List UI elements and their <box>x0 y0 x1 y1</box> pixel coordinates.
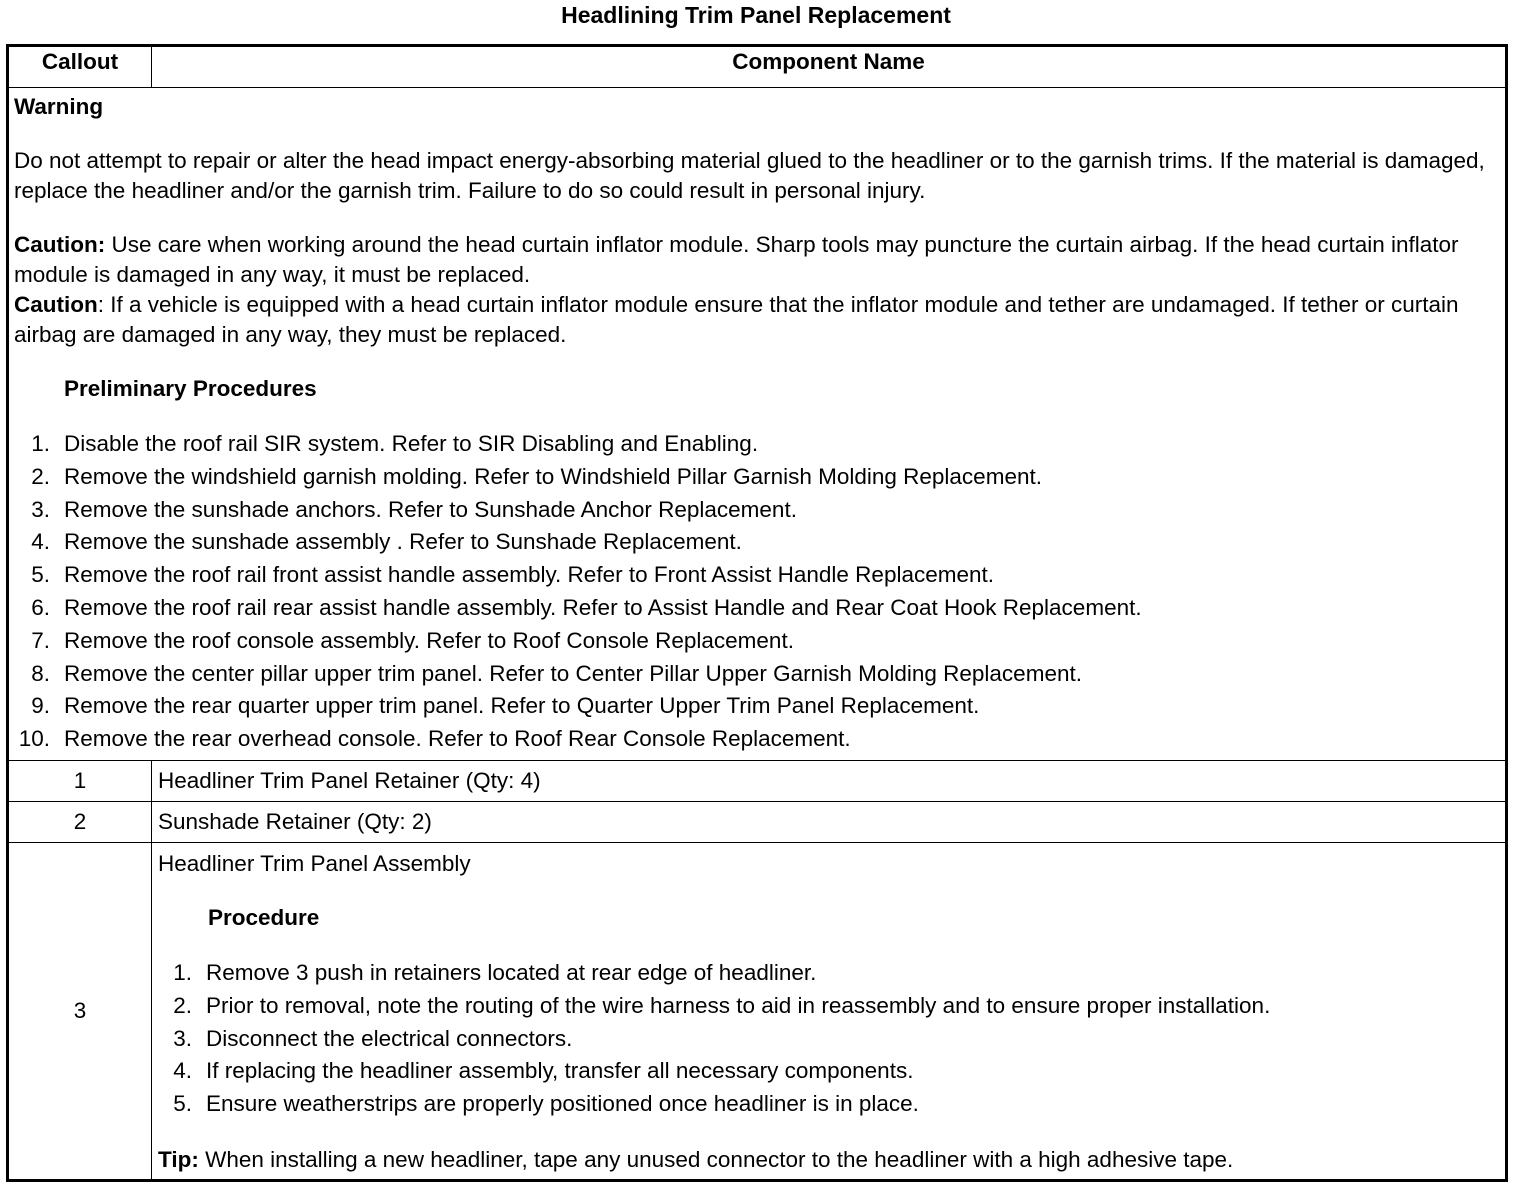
step-number: 8. <box>31 660 50 686</box>
component-name: Headliner Trim Panel Assembly <box>158 850 471 876</box>
list-item <box>158 1088 1499 1121</box>
component-table <box>6 44 1508 1182</box>
list-item <box>14 494 1501 527</box>
list-item <box>14 723 1501 756</box>
step-text: Remove the sunshade assembly . Refer to Sunshade Replacement. <box>64 529 742 555</box>
list-item <box>158 1055 1499 1088</box>
list-item <box>14 526 1501 559</box>
callout-cell: 3 <box>8 842 152 1180</box>
caution-2-text: : If a vehicle is equipped with a head curtain inflator module ensure that the inflator module and tether are undamaged. If tether or curtain airbag are damaged in any way, they must be replaced. <box>14 292 1459 347</box>
callout-column-header: Callout <box>8 46 152 88</box>
caution-1-text: Use care when working around the head curtain inflator module. Sharp tools may puncture the curtain airbag. If the head curtain inflator module is damaged in any way, it must be replaced. <box>14 232 1459 287</box>
tip-text: When installing a new headliner, tape any unused connector to the headliner with a high adhesive tape. <box>198 1146 1234 1172</box>
step-number: 6. <box>31 594 50 620</box>
list-item <box>14 658 1501 691</box>
step-number: 4. <box>31 529 50 555</box>
list-item <box>158 957 1499 990</box>
preliminary-heading: Preliminary Procedures <box>64 376 317 401</box>
step-number: 5. <box>173 1091 192 1117</box>
step-text: Disable the roof rail SIR system. Refer to SIR Disabling and Enabling. <box>64 431 759 456</box>
document-title: Headlining Trim Panel Replacement <box>561 2 951 28</box>
step-number: 2. <box>31 463 50 489</box>
caution-1 <box>14 230 1501 290</box>
step-text: Ensure weatherstrips are properly positioned once headliner is in place. <box>206 1091 919 1117</box>
list-item <box>14 461 1501 494</box>
step-text: Remove the sunshade anchors. Refer to Sunshade Anchor Replacement. <box>64 496 797 522</box>
step-number: 2. <box>173 992 192 1018</box>
preliminary-steps-list <box>14 428 1501 756</box>
component-name-column-header: Component Name <box>152 46 1507 88</box>
step-text: Remove the roof rail rear assist handle assembly. Refer to Assist Handle and Rear Coat Hook Replacement. <box>64 594 1142 620</box>
step-number: 5. <box>31 562 50 588</box>
warning-text: Do not attempt to repair or alter the head impact energy-absorbing material glued to the headliner or to the garnish trims. If the material is damaged, replace the headliner and/or the garnish trim. Failure to do so could result in personal injury. <box>14 148 1485 203</box>
intro-row <box>8 88 1507 761</box>
component-name-cell: Headliner Trim Panel Retainer (Qty: 4) <box>152 760 1507 801</box>
table-row <box>8 801 1507 842</box>
step-text: If replacing the headliner assembly, transfer all necessary components. <box>206 1058 914 1084</box>
warning-label: Warning <box>14 94 104 119</box>
list-item <box>14 592 1501 625</box>
list-item <box>14 428 1501 461</box>
table-row <box>8 760 1507 801</box>
table-header-row <box>8 46 1507 88</box>
procedure-heading: Procedure <box>208 904 320 930</box>
step-text: Remove the roof console assembly. Refer to Roof Console Replacement. <box>64 627 794 653</box>
list-item <box>158 1023 1499 1056</box>
step-number: 1. <box>173 959 192 985</box>
list-item <box>14 559 1501 592</box>
caution-1-label: Caution: <box>14 232 106 257</box>
list-item <box>14 625 1501 658</box>
step-text: Remove the windshield garnish molding. Refer to Windshield Pillar Garnish Molding Replacement. <box>64 463 1042 489</box>
step-text: Disconnect the electrical connectors. <box>206 1025 573 1051</box>
step-number: 1. <box>31 431 50 456</box>
intro-cell <box>8 88 1507 761</box>
list-item <box>158 990 1499 1023</box>
step-text: Remove the roof rail front assist handle assembly. Refer to Front Assist Handle Replacement. <box>64 562 995 588</box>
table-row <box>8 842 1507 1180</box>
step-number: 3. <box>173 1025 192 1051</box>
callout-cell: 1 <box>8 760 152 801</box>
caution-2-label: Caution <box>14 292 98 317</box>
caution-2 <box>14 290 1501 350</box>
step-number: 3. <box>31 496 50 522</box>
procedure-steps-list <box>158 957 1499 1121</box>
list-item <box>14 690 1501 723</box>
step-number: 4. <box>173 1058 192 1084</box>
callout-cell: 2 <box>8 801 152 842</box>
tip <box>158 1145 1499 1175</box>
component-name-cell: Sunshade Retainer (Qty: 2) <box>152 801 1507 842</box>
component-procedure-cell <box>152 842 1507 1180</box>
step-number: 7. <box>31 627 50 653</box>
step-text: Prior to removal, note the routing of the wire harness to aid in reassembly and to ensure proper installation. <box>206 992 1271 1018</box>
tip-label: Tip: <box>158 1146 199 1172</box>
step-number: 10. <box>18 726 50 752</box>
step-text: Remove the rear overhead console. Refer to Roof Rear Console Replacement. <box>64 726 851 752</box>
step-text: Remove 3 push in retainers located at rear edge of headliner. <box>206 959 817 985</box>
step-text: Remove the center pillar upper trim panel. Refer to Center Pillar Upper Garnish Molding Replacement. <box>64 660 1082 686</box>
step-number: 9. <box>31 693 50 719</box>
step-text: Remove the rear quarter upper trim panel. Refer to Quarter Upper Trim Panel Replacement. <box>64 693 980 719</box>
